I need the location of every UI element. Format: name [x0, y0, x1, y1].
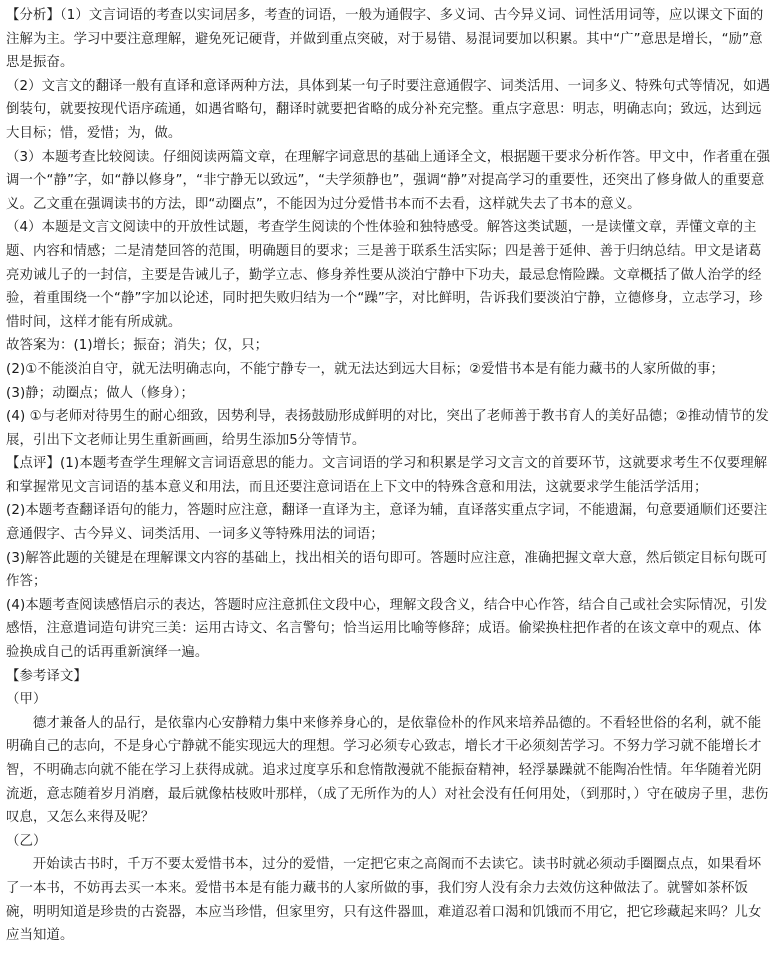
- translation-jia-text: 德才兼备人的品行，是依靠内心安静精力集中来修养身心的，是依靠俭朴的作风来培养品德的。不看轻世俗的名利，就不能明确自己的志向，不是身心宁静就不能实现远大的理想。学习必须专心致志，增长才干必须刻苦学习。不努力学习就不能增长才智，不明确志向就不能在学习上获得成就。追求过度享乐和怠惰散漫就不能振奋精神，轻浮暴躁就不能陶冶性情。年华随着光阴流逝，意志随着岁月消磨，最后就像枯枝败叶那样，（成了无所作为的人）对社会没有任何用处，（到那时，）守在破房子里，悲伤叹息，又怎么来得及呢？: [6, 715, 769, 826]
- analysis-paragraph-2: （2）文言文的翻译一般有直译和意译两种方法，具体到某一句子时要注意通假字、词类活用、一词多义、特殊句式等情况，如遇倒装句，就要按现代语序疏通，如遇省略句，翻译时就要把省略的成分补充完整。重点字意思：明志，明确志向；致远，达到远大目标；惜，爱惜；为，做。: [6, 78, 771, 141]
- analysis-paragraph-1: 【分析】（1）文言词语的考查以实词居多，考查的词语，一般为通假字、多义词、古今异义词、词性活用词等，应以课文下面的注解为主。学习中要注意理解，避免死记硬背，并做到重点突破，对于易错、易混词要加以积累。其中“广”意思是增长，“励”意思是振奋。: [6, 8, 764, 71]
- comment-paragraph-4: (4)本题考查阅读感悟启示的表达，答题时应注意抓住文段中心，理解文段含义，结合中心作答，结合自己或社会实际情况，引发感悟，注意遣词造句讲究三美：运用古诗文、名言警句；恰当运用比喻等修辞；成语。偷梁换柱把作者的在该文章中的观点、体验换成自己的话再重新演绎一遍。: [6, 597, 768, 661]
- answer-line-4: (4) ①与老师对待男生的耐心细致，因势利导，表扬鼓励形成鲜明的对比，突出了老师善于教书育人的美好品德；②推动情节的发展，引出下文老师让男生重新画画，给男生添加5分等情节。: [6, 409, 769, 448]
- analysis-paragraph-4: （4）本题是文言文阅读中的开放性试题，考查学生阅读的个性体验和独特感受。解答这类试题，一是读懂文章，弄懂文章的主题、内容和情感；二是清楚回答的范围，明确题目的要求；三是善于联系生活实际；四是善于延伸、善于归纳总结。甲文是诸葛亮劝诫儿子的一封信，主要是告诫儿子，勤学立志、修身养性要从淡泊宁静中下功夫，最忌怠惰险躁。文章概括了做人治学的经验，着重围绕一个“静”字加以论述，同时把失败归结为一个“躁”字，对比鲜明，告诉我们要淡泊宁静，立德修身，立志学习，珍惜时间，这样才能有所成就。: [6, 220, 763, 330]
- translation-jia-label: （甲）: [6, 692, 47, 708]
- analysis-paragraph-3: （3）本题考查比较阅读。仔细阅读两篇文章，在理解字词意思的基础上通译全文，根据题干要求分析作答。甲文中，作者重在强调一个“静”字，如“静以修身”，“非宁静无以致远”，“夫学须静也”，强调“静”对提高学习的重要性，还突出了修身做人的重要意义。乙文重在强调读书的方法，即“动圈点”，不能因为过分爱惜书本而不去看，这样就失去了书本的意义。: [6, 149, 771, 212]
- translation-yi-text: 开始读古书时，千万不要太爱惜书本，过分的爱惜，一定把它束之高阁而不去读它。读书时就必须动手圈圈点点，如果看坏了一本书，不妨再去买一本来。爱惜书本是有能力藏书的人家所做的事，我们穷人没有余力去效仿这种做法了。就譬如茶杯饭碗，明明知道是珍贵的古瓷器，本应当珍惜，但家里穷，只有这件器皿，难道忍着口渴和饥饿而不用它，把它珍藏起来吗？儿女应当知道。: [6, 857, 762, 944]
- comment-paragraph-1: 【点评】(1)本题考查学生理解文言词语意思的能力。文言词语的学习和积累是学习文言文的首要环节，这就要求考生不仅要理解和掌握常见文言词语的基本意义和用法，而且还要注意词语在上下文中的特殊含意和用法，这就要求学生能活学活用；: [6, 456, 768, 495]
- answer-line-2: (2)①不能淡泊自守，就无法明确志向，不能宁静专一，就无法达到远大目标；②爱惜书本是有能力藏书的人家所做的事；: [6, 361, 725, 377]
- comment-paragraph-3: (3)解答此题的关键是在理解课文内容的基础上，找出相关的语句即可。答题时应注意，准确把握文章大意，然后锁定目标句既可作答；: [6, 550, 768, 590]
- translation-heading: 【参考译文】: [6, 668, 87, 684]
- comment-paragraph-2: (2)本题考查翻译语句的能力，答题时应注意，翻译一直译为主，意译为辅，直译落实重点字词，不能遗漏，句意要通顺们还要注意通假字、古今异义、词类活用、一词多义等特殊用法的词语；: [6, 503, 768, 543]
- translation-yi-label: （乙）: [6, 833, 47, 849]
- answer-line-1: 故答案为：(1)增长；振奋；消失；仅，只；: [6, 338, 269, 354]
- answer-line-3: (3)静；动圈点；做人（修身）；: [6, 385, 194, 401]
